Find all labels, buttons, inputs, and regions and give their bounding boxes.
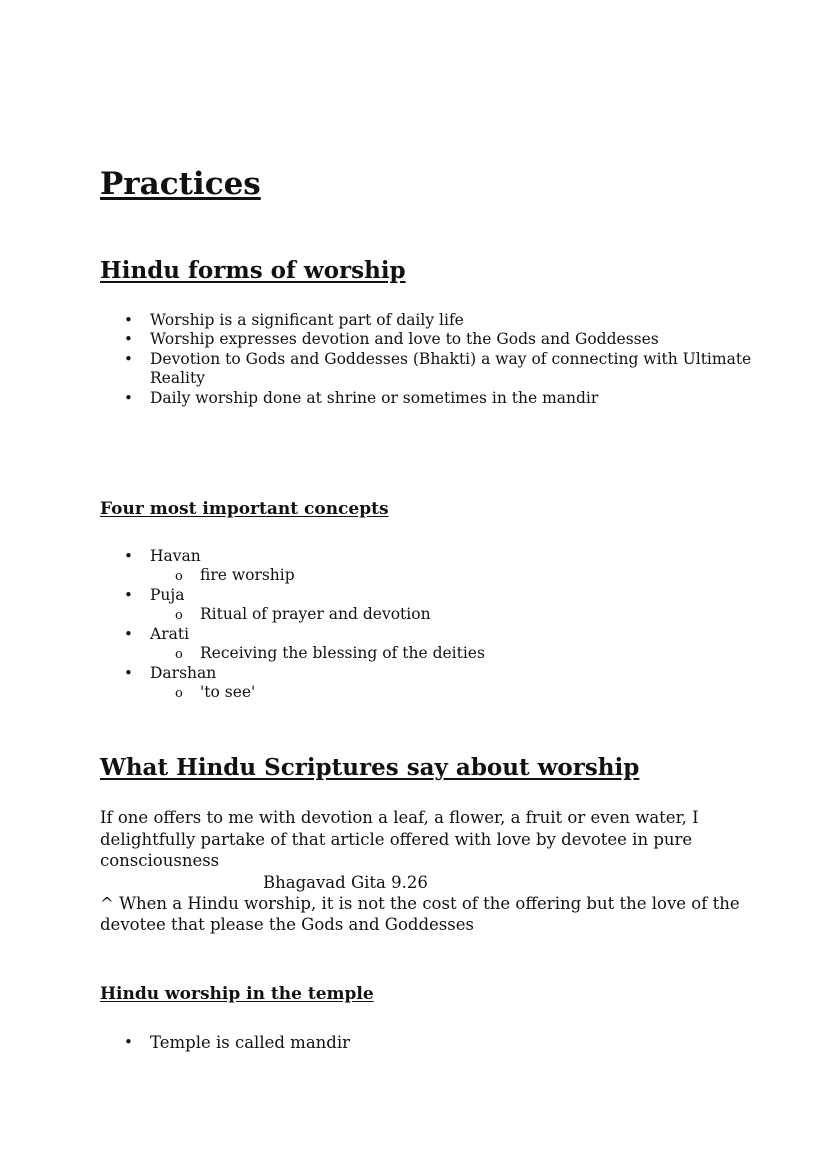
bullet-icon: • (124, 311, 133, 329)
bullet-icon: • (124, 664, 133, 682)
circle-bullet-icon: o (175, 647, 183, 662)
bullet-icon: • (124, 389, 133, 407)
section-heading: Four most important concepts (100, 499, 389, 519)
section-heading: Hindu forms of worship (100, 257, 406, 284)
note-line: ^ When a Hindu worship, it is not the cost of the offering but the love of the (100, 894, 740, 913)
concept-name: Arati (150, 625, 190, 643)
concept-description: 'to see' (200, 683, 256, 701)
quote-line: If one offers to me with devotion a leaf, a flower, a fruit or even water, I (100, 808, 699, 827)
citation: Bhagavad Gita 9.26 (263, 873, 428, 892)
bullet-icon: • (124, 625, 133, 643)
bullet-icon: • (124, 586, 133, 604)
quote-line: delightfully partake of that article offered with love by devotee in pure (100, 830, 693, 849)
section-heading: What Hindu Scriptures say about worship (100, 754, 640, 781)
concept-name: Puja (150, 586, 185, 604)
bullet-icon: • (124, 330, 133, 348)
list-item: Worship expresses devotion and love to the Gods and Goddesses (150, 330, 659, 348)
page-title: Practices (100, 166, 261, 202)
bullet-icon: • (124, 1033, 133, 1051)
circle-bullet-icon: o (175, 608, 183, 623)
quote-line: consciousness (100, 851, 220, 870)
concept-description: Ritual of prayer and devotion (200, 605, 431, 623)
concept-name: Havan (150, 547, 201, 565)
list-item: Worship is a significant part of daily life (150, 311, 464, 329)
bullet-icon: • (124, 350, 133, 368)
concept-description: fire worship (200, 566, 295, 584)
note-line: devotee that please the Gods and Goddesses (100, 915, 474, 934)
section-heading: Hindu worship in the temple (100, 984, 374, 1004)
list-item: Devotion to Gods and Goddesses (Bhakti) a way of connecting with Ultimate (150, 350, 752, 368)
concept-name: Darshan (150, 664, 217, 682)
circle-bullet-icon: o (175, 569, 183, 584)
list-item: Daily worship done at shrine or sometimes in the mandir (150, 389, 599, 407)
list-item-continuation: Reality (150, 369, 205, 387)
bullet-icon: • (124, 547, 133, 565)
concept-description: Receiving the blessing of the deities (200, 644, 485, 662)
circle-bullet-icon: o (175, 686, 183, 701)
list-item: Temple is called mandir (150, 1033, 351, 1052)
